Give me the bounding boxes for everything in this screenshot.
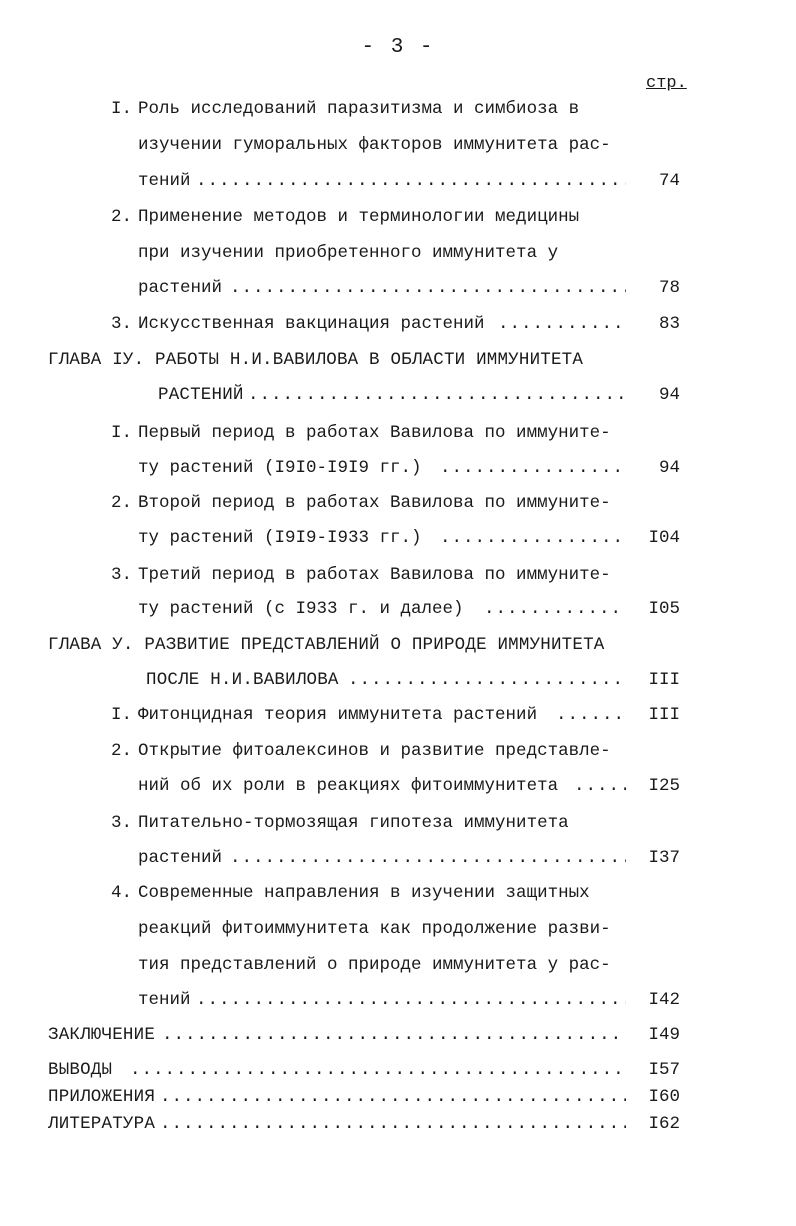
chapter-heading: ГЛАВА IУ. РАБОТЫ Н.И.ВАВИЛОВА В ОБЛАСТИ ИММУНИТЕТА	[48, 350, 584, 370]
dot-leader	[196, 985, 626, 1015]
chapter-heading: ПОСЛЕ Н.И.ВАВИЛОВА	[146, 670, 339, 690]
toc-entry-text: растений	[138, 848, 223, 868]
toc-entry-text: Открытие фитоалексинов и развитие представле-	[138, 741, 611, 761]
toc-page-number: I25	[648, 776, 680, 796]
toc-entry-text: ВЫВОДЫ	[48, 1060, 113, 1080]
section-number: 3.	[110, 565, 132, 585]
chapter-heading: ГЛАВА У. РАЗВИТИЕ ПРЕДСТАВЛЕНИЙ О ПРИРОДЕ ИММУНИТЕТА	[48, 635, 605, 655]
toc-entry-text: ЛИТЕРАТУРА	[48, 1114, 156, 1134]
toc-entry-text: реакций фитоиммунитета как продолжение разви-	[138, 919, 611, 939]
toc-entry-text: Современные направления в изучении защитных	[138, 883, 590, 903]
toc-page-number: 94	[658, 458, 680, 478]
toc-entry-text: ту растений (I9I9-I933 гг.)	[138, 528, 422, 548]
toc-entry-text: тений	[138, 990, 191, 1010]
toc-entry-text: ПРИЛОЖЕНИЯ	[48, 1087, 156, 1107]
dot-leader	[230, 273, 626, 303]
toc-entry-text: изучении гуморальных факторов иммунитета рас-	[138, 135, 611, 155]
section-number: 4.	[110, 883, 132, 903]
toc-entry-text: Первый период в работах Вавилова по иммуните-	[138, 423, 611, 443]
section-number: 2.	[110, 493, 132, 513]
toc-page-number: 74	[658, 171, 680, 191]
section-number: 3.	[110, 314, 132, 334]
dot-leader	[196, 166, 626, 196]
toc-entry-text: Искусственная вакцинация растений	[138, 314, 485, 334]
toc-entry-text: Второй период в работах Вавилова по иммуните-	[138, 493, 611, 513]
section-number: 2.	[110, 741, 132, 761]
dot-leader	[574, 771, 626, 801]
toc-page-number: III	[648, 670, 680, 690]
dot-leader	[440, 523, 626, 553]
chapter-heading: РАСТЕНИЙ	[158, 385, 244, 405]
toc-entry-text: Применение методов и терминологии медицины	[138, 207, 580, 227]
toc-page-number: I04	[648, 528, 680, 548]
toc-entry-text: ту растений (с I933 г. и далее)	[138, 599, 464, 619]
dot-leader	[498, 309, 626, 339]
page-number: - 3 -	[361, 36, 435, 59]
toc-page-number: I62	[648, 1114, 680, 1134]
dot-leader	[160, 1109, 626, 1139]
dot-leader	[440, 453, 626, 483]
toc-entry-text: при изучении приобретенного иммунитета у	[138, 243, 559, 263]
dot-leader	[484, 594, 626, 624]
toc-entry-text: тия представлений о природе иммунитета у рас-	[138, 955, 611, 975]
toc-page-number: I05	[648, 599, 680, 619]
toc-entry-text: ЗАКЛЮЧЕНИЕ	[48, 1025, 156, 1045]
toc-page-number: III	[648, 705, 680, 725]
toc-entry-text: ту растений (I9I0-I9I9 гг.)	[138, 458, 422, 478]
section-number: 2.	[110, 207, 132, 227]
dot-leader	[162, 1020, 626, 1050]
toc-entry-text: растений	[138, 278, 223, 298]
toc-entry-text: тений	[138, 171, 191, 191]
dot-leader	[160, 1082, 626, 1112]
section-number: 3.	[110, 813, 132, 833]
section-number: I.	[110, 99, 132, 119]
toc-entry-text: Роль исследований паразитизма и симбиоза в	[138, 99, 580, 119]
section-number: I.	[110, 705, 132, 725]
toc-page-number: I57	[648, 1060, 680, 1080]
toc-page-number: 78	[658, 278, 680, 298]
toc-entry-text: ний об их роли в реакциях фитоиммунитета	[138, 776, 559, 796]
dot-leader	[556, 700, 626, 730]
toc-page-number: I42	[648, 990, 680, 1010]
dot-leader	[348, 665, 626, 695]
toc-page-number: 94	[658, 385, 680, 405]
toc-page-number: I60	[648, 1087, 680, 1107]
toc-entry-text: Питательно-тормозящая гипотеза иммунитета	[138, 813, 569, 833]
toc-entry-text: Третий период в работах Вавилова по иммуните-	[138, 565, 611, 585]
dot-leader	[248, 380, 626, 410]
toc-entry-text: Фитонцидная теория иммунитета растений	[138, 705, 538, 725]
toc-page-number: I37	[648, 848, 680, 868]
page-column-header: стр.	[646, 74, 687, 93]
dot-leader	[230, 843, 626, 873]
section-number: I.	[110, 423, 132, 443]
toc-page-number: I49	[648, 1025, 680, 1045]
toc-page-number: 83	[658, 314, 680, 334]
dot-leader	[130, 1055, 626, 1085]
